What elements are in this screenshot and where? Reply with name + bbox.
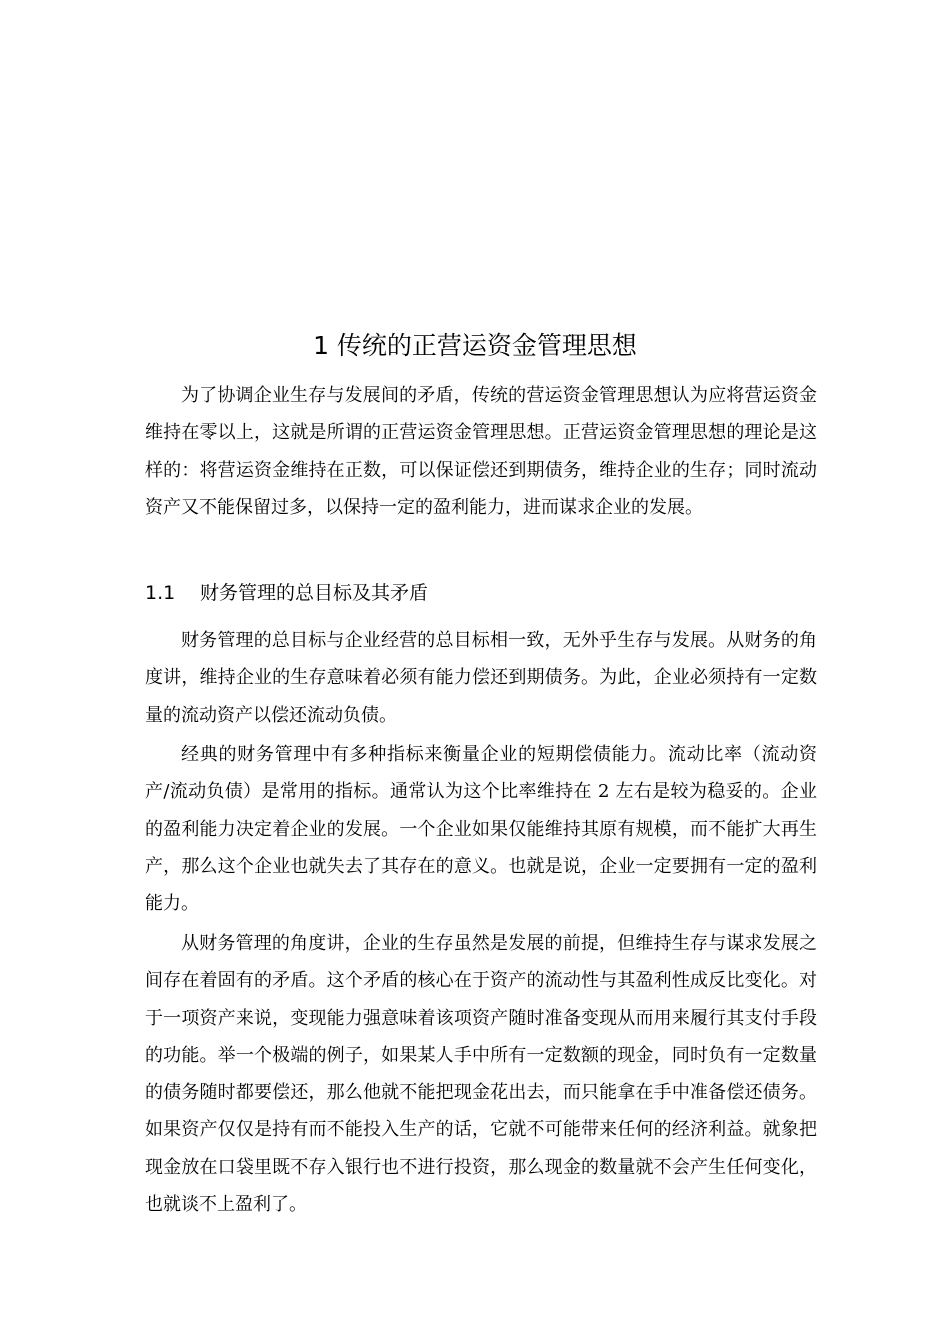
chapter-title: 1 传统的正营运资金管理思想 — [313, 331, 637, 360]
section-heading — [145, 576, 428, 610]
paragraph-intro: 为了协调企业生存与发展间的矛盾，传统的营运资金管理思想认为应将营运资金维持在零以上，这就是所谓的正营运资金管理思想。正营运资金管理思想的理论是这样的：将营运资金维持在正数，可以保证偿还到期债务，维持企业的生存；同时流动资产又不能保留过多，以保持一定的盈利能力，进而谋求企业的发展。 — [145, 385, 817, 518]
paragraph-liquidity-ratio: 经典的财务管理中有多种指标来衡量企业的短期偿债能力。流动比率（流动资产/流动负债）是常用的指标。通常认为这个比率维持在 2 左右是较为稳妥的。企业的盈利能力决定着企业的发展。一个企业如果仅能维持其原有规模，而不能扩大再生产，那么这个企业也就失去了其存在的意义。也就是说，企业一定要拥有一定的盈利能力。 — [145, 744, 817, 915]
section-title: 财务管理的总目标及其矛盾 — [200, 582, 429, 604]
paragraph-liquidity-profitability: 从财务管理的角度讲，企业的生存虽然是发展的前提，但维持生存与谋求发展之间存在着固有的矛盾。这个矛盾的核心在于资产的流动性与其盈利性成反比变化。对于一项资产来说，变现能力强意味着该项资产随时准备变现从而用来履行其支付手段的功能。举一个极端的例子，如果某人手中所有一定数额的现金，同时负有一定数量的债务随时都要偿还，那么他就不能把现金花出去，而只能拿在手中准备偿还债务。如果资产仅仅是持有而不能投入生产的话，它就不可能带来任何的经济利益。就象把现金放在口袋里既不存入银行也不进行投资，那么现金的数量就不会产生任何变化，也就谈不上盈利了。 — [145, 933, 817, 1216]
section-number: 1.1 — [145, 582, 176, 604]
paragraph-financial-goal: 财务管理的总目标与企业经营的总目标相一致，无外乎生存与发展。从财务的角度讲，维持企业的生存意味着必须有能力偿还到期债务。为此，企业必须持有一定数量的流动资产以偿还流动负债。 — [145, 630, 817, 726]
